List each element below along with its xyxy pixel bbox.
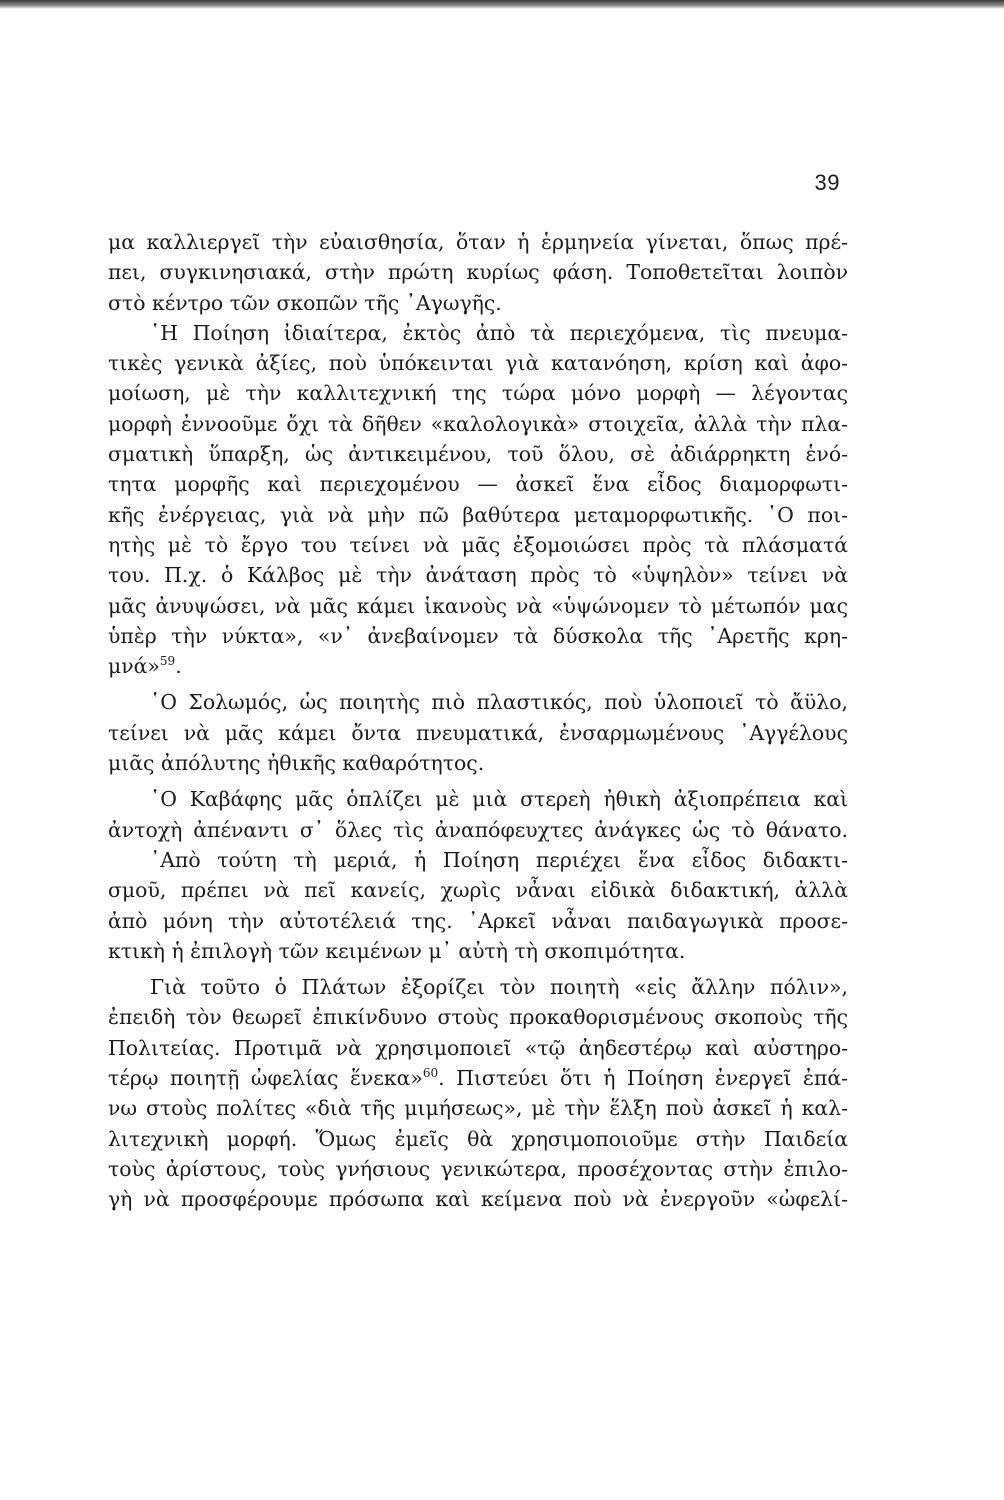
text-line: σματικὴ ὕπαρξη, ὡς ἀντικειμένου, τοῦ ὅλου, σὲ ἀδιάρρηκτη ἑνό- bbox=[108, 442, 848, 467]
text-line-content: τέρῳ ποιητῇ ὠφελίας ἕνεκα» bbox=[108, 1066, 423, 1091]
text-line-content: μνά» bbox=[108, 654, 160, 679]
text-line: ῾Ο Καβάφης μᾶς ὁπλίζει μὲ μιὰ στερεὴ ἠθικὴ ἀξιοπρέπεια καὶ bbox=[150, 787, 848, 812]
text-line: γὴ νὰ προσφέρουμε πρόσωπα καὶ κείμενα ποὺ νὰ ἐνεργοῦν «ὠφελί- bbox=[108, 1187, 848, 1212]
text-line: Πολιτείας. Προτιμᾶ νὰ χρησιμοποιεῖ «τῷ ἀηδεστέρῳ καὶ αὐστηρο- bbox=[108, 1035, 848, 1060]
text-line: νω στοὺς πολίτες «διὰ τῆς μιμήσεως», μὲ τὴν ἕλξη ποὺ ἀσκεῖ ἡ καλ- bbox=[108, 1096, 848, 1121]
text-line: τοὺς ἀρίστους, τοὺς γνήσιους γενικώτερα, προσέχοντας στὴν ἐπιλο- bbox=[108, 1156, 848, 1181]
text-line: σμοῦ, πρέπει νὰ πεῖ κανείς, χωρὶς νἆναι εἰδικὰ διδακτική, ἀλλὰ bbox=[108, 878, 848, 903]
text-line: τητα μορφῆς καὶ περιεχομένου — ἀσκεῖ ἕνα εἶδος διαμορφωτι- bbox=[108, 472, 848, 497]
text-line: κῆς ἐνέργειας, γιὰ νὰ μὴν πῶ βαθύτερα μεταμορφωτικῆς. ῾Ο ποι- bbox=[108, 502, 848, 527]
text-line: ᾿Απὸ τούτη τὴ μεριά, ἡ Ποίηση περιέχει ἕνα εἶδος διδακτι- bbox=[150, 847, 848, 872]
text-line: ἐπειδὴ τὸν θεωρεῖ ἐπικίνδυνο στοὺς προκαθορισμένους σκοποὺς τῆς bbox=[108, 1005, 848, 1030]
text-line: ἀπὸ μόνη τὴν αὐτοτέλειά της. ᾿Αρκεῖ νἆναι παιδαγωγικὰ προσε- bbox=[108, 908, 848, 933]
text-line: μορφὴ ἐννοοῦμε ὄχι τὰ δῆθεν «καλολογικὰ» στοιχεῖα, ἀλλὰ τὴν πλα- bbox=[108, 411, 848, 436]
page-top-edge bbox=[0, 0, 1004, 9]
text-line: ὑπὲρ τὴν νύκτα», «ν᾿ ἀνεβαίνομεν τὰ δύσκολα τῆς ᾿Αρετῆς κρη- bbox=[108, 623, 848, 648]
page-body-text bbox=[108, 227, 848, 1215]
text-line: μνά»$^{59}$. bbox=[108, 654, 182, 679]
text-line: στὸ κέντρο τῶν σκοπῶν τῆς ᾿Αγωγῆς. bbox=[108, 290, 502, 315]
text-line: ητὴς μὲ τὸ ἔργο του τείνει νὰ μᾶς ἐξομοιώσει πρὸς τὰ πλάσματά bbox=[108, 532, 848, 557]
page-number: 39 bbox=[814, 170, 840, 195]
text-line: μοίωση, μὲ τὴν καλλιτεχνική της τώρα μόνο μορφὴ — λέγοντας bbox=[108, 381, 848, 406]
text-line: μᾶς ἀνυψώσει, νὰ μᾶς κάμει ἱκανοὺς νὰ «ὑψώνομεν τὸ μέτωπόν μας bbox=[108, 593, 848, 618]
text-line: πει, συγκινησιακά, στὴν πρώτη κυρίως φάση. Τοποθετεῖται λοιπὸν bbox=[108, 260, 848, 285]
text-line bbox=[108, 1063, 848, 1093]
text-line: Γιὰ τοῦτο ὁ Πλάτων ἐξορίζει τὸν ποιητὴ «εἰς ἄλλην πόλιν», bbox=[150, 975, 848, 1000]
footnote-ref: 59 bbox=[159, 654, 176, 669]
footnote-ref: 60 bbox=[422, 1066, 439, 1081]
text-line: μιᾶς ἀπόλυτης ἠθικῆς καθαρότητος. bbox=[108, 751, 485, 776]
text-line: τείνει νὰ μᾶς κάμει ὄντα πνευματικά, ἐνσαρμωμένους ᾿Αγγέλους bbox=[108, 720, 848, 745]
text-line: μα καλλιεργεῖ τὴν εὐαισθησία, ὅταν ἡ ἑρμηνεία γίνεται, ὅπως πρέ- bbox=[108, 230, 848, 254]
text-line: ἀντοχὴ ἀπέναντι σ᾿ ὅλες τὶς ἀναπόφευχτες ἀνάγκες ὡς τὸ θάνατο. bbox=[108, 817, 848, 842]
text-line: κτικὴ ἡ ἐπιλογὴ τῶν κειμένων μ᾿ αὐτὴ τὴ σκοπιμότητα. bbox=[108, 938, 686, 963]
text-line: του. Π.χ. ὁ Κάλβος μὲ τὴν ἀνάταση πρὸς τὸ «ὑψηλὸν» τείνει νὰ bbox=[108, 563, 848, 588]
text-line: λιτεχνικὴ μορφή. Ὅμως ἐμεῖς θὰ χρησιμοποιοῦμε στὴν Παιδεία bbox=[108, 1126, 848, 1151]
text-line-content: . Πιστεύει ὅτι ἡ Ποίηση ἐνεργεῖ ἐπά- bbox=[438, 1066, 848, 1091]
text-line: ῾Η Ποίηση ἰδιαίτερα, ἐκτὸς ἀπὸ τὰ περιεχόμενα, τὶς πνευμα- bbox=[150, 320, 848, 345]
text-line: ῾Ο Σολωμός, ὡς ποιητὴς πιὸ πλαστικός, ποὺ ὑλοποιεῖ τὸ ἄϋλο, bbox=[150, 690, 848, 715]
text-line: τικὲς γενικὰ ἀξίες, ποὺ ὑπόκεινται γιὰ κατανόηση, κρίση καὶ ἀφο- bbox=[108, 351, 848, 376]
